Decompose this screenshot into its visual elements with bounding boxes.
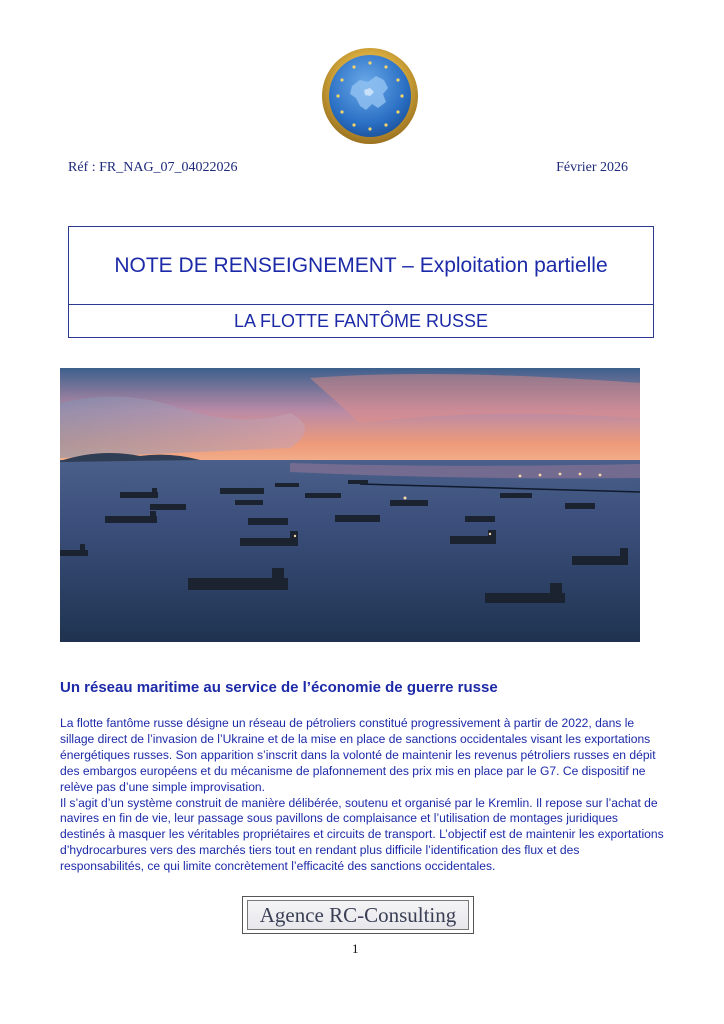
document-title: NOTE DE RENSEIGNEMENT – Exploitation partielle	[69, 227, 653, 305]
section-heading: Un réseau maritime au service de l’économie de guerre russe	[60, 679, 498, 696]
photo-illustration	[60, 368, 640, 642]
title-box	[68, 226, 654, 338]
section-body	[60, 716, 666, 875]
eu-map-emblem-icon	[320, 46, 420, 146]
agency-stamp-label: Agence RC-Consulting	[247, 900, 469, 930]
page-number: 1	[352, 941, 359, 956]
agency-stamp	[242, 896, 474, 934]
reference-number: Réf : FR_NAG_07_04022026	[68, 160, 238, 175]
paragraph: La flotte fantôme russe désigne un réseau de pétroliers constitué progressivement à partir de 2022, dans le sillage direct de l’invasion de l’Ukraine et de la mise en place de sanctions occidentales visant les exportations énergétiques russes. Son apparition s’inscrit dans la volonté de maintenir les revenus pétroliers russes en dépit des embargos européens et du mécanisme de plafonnement des prix mis en place par le G7. Ce dispositif ne relève pas d’une simple improvisation.	[60, 716, 656, 794]
paragraph: Il s’agit d’un système construit de manière délibérée, soutenu et organisé par le Kremlin. Il repose sur l’achat de navires en fin de vie, leur passage sous pavillons de complaisance et l’utilisation de montages juridiques destinés à masquer les véritables propriétaires et circuits de transport. L’objectif est de maintenir les exportations d’hydrocarbures vers des marchés tiers tout en rendant plus difficile l’identification des flux et des responsabilités, ce qui limite concrètement l’efficacité des sanctions occidentales.	[60, 795, 664, 874]
eu-logo	[320, 46, 420, 146]
tankers-at-sea-photo	[60, 368, 640, 642]
document-date: Février 2026	[556, 160, 628, 175]
document-subtitle: LA FLOTTE FANTÔME RUSSE	[233, 311, 489, 331]
